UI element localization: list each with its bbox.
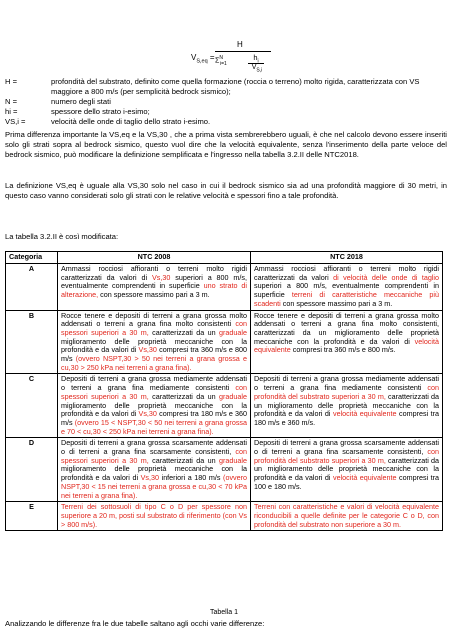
closing-paragraph: Analizzando le differenze fra le due tabelle saltano agli occhi varie differenze: xyxy=(5,619,265,628)
cell-text: Depositi di terreni a grana grossa scarsamente addensati o di terreni a grana fina scarsamente consistenti, xyxy=(61,438,247,457)
paragraph-2: La definizione VS,eq è uguale alla VS,30 solo nel caso in cui il bedrock sismico sia ad una profondità maggiore di 30 metri, in questo caso vanno considerati solo gli strati con le relative velocità e spessori fino a tale profondità. xyxy=(5,181,447,200)
table-header-row xyxy=(6,252,443,264)
definition-text: numero degli stati xyxy=(51,97,111,106)
table-row xyxy=(6,310,443,374)
cell-text: Ammassi rocciosi affioranti o terreni molto rigidi caratterizzati da valori xyxy=(254,264,439,282)
cell-text: Ammassi rocciosi affioranti o terreni molto rigidi caratterizzati da valori di xyxy=(61,264,247,282)
definition-row xyxy=(5,77,447,97)
highlighted-text: (ovvero NSPT,30 > 50 nei terreni a grana grossa e cu,30 > 250 kPa nei terreni a grana fina). xyxy=(61,354,247,372)
table-row xyxy=(6,374,443,438)
category-cell: E xyxy=(6,502,58,531)
highlighted-text: uno strato di alterazione, xyxy=(61,281,247,300)
definition-text: spessore dello strato i-esimo; xyxy=(51,107,150,116)
formula-sum: $\Sigma^N_{i=1}$ xyxy=(215,55,227,67)
header-ntc2018: NTC 2018 xyxy=(251,252,443,264)
definition-text: velocità delle onde di taglio dello strato i-esimo. xyxy=(51,117,211,126)
cell-text: inferiori a 180 m/s xyxy=(159,473,224,483)
highlighted-text: con spessori superiori a 30 m, xyxy=(61,383,247,401)
category-cell: C xyxy=(6,374,58,438)
ntc2008-cell xyxy=(58,502,251,531)
ntc2018-cell xyxy=(251,502,443,531)
highlighted-text: velocità equivalente xyxy=(332,473,397,483)
cell-text: caratterizzati da un miglioramento delle proprietà meccaniche con la profondità e da valori di xyxy=(254,455,439,483)
cell-text: Rocce tenere e depositi di terreni a grana grossa molto addensati o terreni a grana fina molto consistenti xyxy=(61,310,247,329)
highlighted-text: velocità equivalente xyxy=(254,336,439,355)
cell-text: caratterizzati da un xyxy=(148,327,220,337)
definition-text: profondità del substrato, definito come quella formazione (roccia o terreno) molto rigida, caratterizzata con VS maggiore a 800 m/s (per semplicità bedrock sismico); xyxy=(51,77,420,96)
ntc2008-cell xyxy=(58,374,251,438)
highlighted-text: Vs,30 xyxy=(152,272,171,282)
highlighted-text: con spessori superiori a 30 m, xyxy=(61,447,247,465)
cell-text: compresi tra 100 e 180 m/s. xyxy=(254,473,439,491)
cell-text: Depositi di terreni a grana grossa mediamente addensati o terreni a grana fina mediamente consistenti xyxy=(61,374,247,393)
definition-row xyxy=(5,117,447,127)
highlighted-text: graduale xyxy=(219,327,247,337)
definition-symbol: N = xyxy=(5,97,18,106)
ntc2008-cell xyxy=(58,438,251,502)
category-cell: B xyxy=(6,310,58,374)
highlighted-text: velocità equivalente xyxy=(332,409,397,419)
header-ntc2008: NTC 2008 xyxy=(58,252,251,264)
highlighted-text: con spessori superiori a 30 m, xyxy=(61,319,247,337)
formula-inner-numerator: $h_i$ xyxy=(253,53,259,65)
ntc2018-cell xyxy=(251,438,443,502)
table-row xyxy=(6,502,443,531)
cell-text: compresi tra 180 m/s e 360 m/s xyxy=(61,409,248,427)
symbol-definitions xyxy=(5,77,447,127)
ntc2018-cell xyxy=(251,264,443,311)
definition-symbol: H = xyxy=(5,77,18,86)
highlighted-text: (ovvero 15 < NSPT,30 < 50 nei terreni a grana grossa e 70 < cu,30 < 250 kPa nei terreni a grana fina). xyxy=(61,417,247,436)
formula-lhs: $V_{S,eq}$ = xyxy=(191,53,215,65)
highlighted-text: terreni di caratteristiche meccaniche più scadenti xyxy=(254,290,440,308)
table-row xyxy=(6,264,443,311)
cell-text: miglioramento delle proprietà meccaniche con la profondità e da valori di xyxy=(61,400,247,419)
ntc2008-cell xyxy=(58,310,251,374)
header-categoria: Categoria xyxy=(6,252,58,264)
cell-text: miglioramento delle proprietà meccaniche con la profondità e da valori di xyxy=(61,336,247,355)
paragraph-3: La tabella 3.2.II è così modificata: xyxy=(5,232,119,241)
highlighted-text: graduale xyxy=(219,391,247,401)
table-row xyxy=(6,438,443,502)
cell-text: Depositi di terreni a grana grossa mediamente addensati o terreni a grana fina mediamente consistenti xyxy=(254,374,439,393)
formula-inner-denominator: $V_{S,i}$ xyxy=(251,64,263,74)
highlighted-text: Vs,30 xyxy=(138,409,157,419)
highlighted-text: (ovvero NSPT,30 < 15 nei terreni a grana grossa e cu,30 < 70 kPa nei terreni a grana fina). xyxy=(61,473,248,500)
cell-text: compresi tra 360 m/s e 800 m/s. xyxy=(290,345,396,355)
cell-text: compresi tra 180 m/s e 360 m/s. xyxy=(254,409,439,427)
category-cell: A xyxy=(6,264,58,311)
highlighted-text: Vs,30 xyxy=(140,473,160,483)
highlighted-text: con profondità del substrato superiori a 30 m, xyxy=(254,383,439,401)
cell-text: Depositi di terreni a grana grossa scarsamente addensati o di terreni a grana fina scarsamente consistenti, xyxy=(254,438,439,457)
category-cell: D xyxy=(6,438,58,502)
ntc2018-cell xyxy=(251,310,443,374)
cell-text: con spessore massimo pari a 3 m. xyxy=(98,290,210,300)
cell-text: caratterizzati da un xyxy=(148,455,220,465)
cell-text: con spessore massimo pari a 3 m. xyxy=(280,298,393,308)
highlighted-text: con profondità del substrato superiori a 30 m, xyxy=(254,447,439,465)
definition-symbol: hi = xyxy=(5,107,18,116)
soil-category-table xyxy=(5,251,443,531)
highlighted-text: di velocità delle onde di taglio xyxy=(333,272,440,282)
definition-row xyxy=(5,97,447,107)
formula-numerator: H xyxy=(237,40,243,49)
cell-text: superiori a 800 m/s, eventualmente comprendenti in superficie xyxy=(61,272,247,291)
vs-eq-formula xyxy=(191,40,271,82)
definition-row xyxy=(5,107,447,117)
cell-text: Rocce tenere e depositi di terreni a grana grossa molto addensati o terreni a grana fina molto consistenti, caratterizzati da un miglioramento delle proprietà meccaniche con la profondità e da valori di xyxy=(254,310,439,346)
ntc2008-cell xyxy=(58,264,251,311)
cell-text: caratterizzati da un xyxy=(148,391,220,401)
table-caption: Tabella 1 xyxy=(210,609,239,616)
cell-text: caratterizzati da un miglioramento delle proprietà meccaniche con la profondità e da valori di xyxy=(254,391,439,419)
paragraph-1: Prima differenza importante la VS,eq e la VS,30 , che a prima vista sembrerebbero uguali, è che nel calcolo devono essere inseriti solo gli strati sopra al bedrock sismico, questo vuol dire che la velocità equivalente, senza l'inserimento della parte veloce del bedrock sismico, può modificare la definizione semplificata e l'ingresso nella tabella 3.2.II delle NTC2018. xyxy=(5,130,447,159)
highlighted-text: Terreni con caratteristiche e valori di velocità equivalente riconducibili a quelle definite per le categorie C o D, con profondità del substrato non superiore a 30 m. xyxy=(254,502,439,529)
cell-text: miglioramento delle proprietà meccaniche con la profondità e da valori di xyxy=(61,464,247,483)
cell-text: compresi tra 360 m/s e 800 m/s xyxy=(61,345,248,364)
highlighted-text: graduale xyxy=(219,455,247,465)
formula-fraction-bar xyxy=(215,51,271,52)
ntc2018-cell xyxy=(251,374,443,438)
highlighted-text: Vs,30 xyxy=(138,345,157,355)
cell-text: superiori a 800 m/s, eventualmente comprendenti in superficie xyxy=(254,281,439,300)
highlighted-text: Terreni dei sottosuoli di tipo C o D per spessore non superiore a 20 m, posti sul substrato di riferimento (con Vs > 800 m/s). xyxy=(61,502,247,529)
definition-symbol: VS,i = xyxy=(5,117,26,126)
